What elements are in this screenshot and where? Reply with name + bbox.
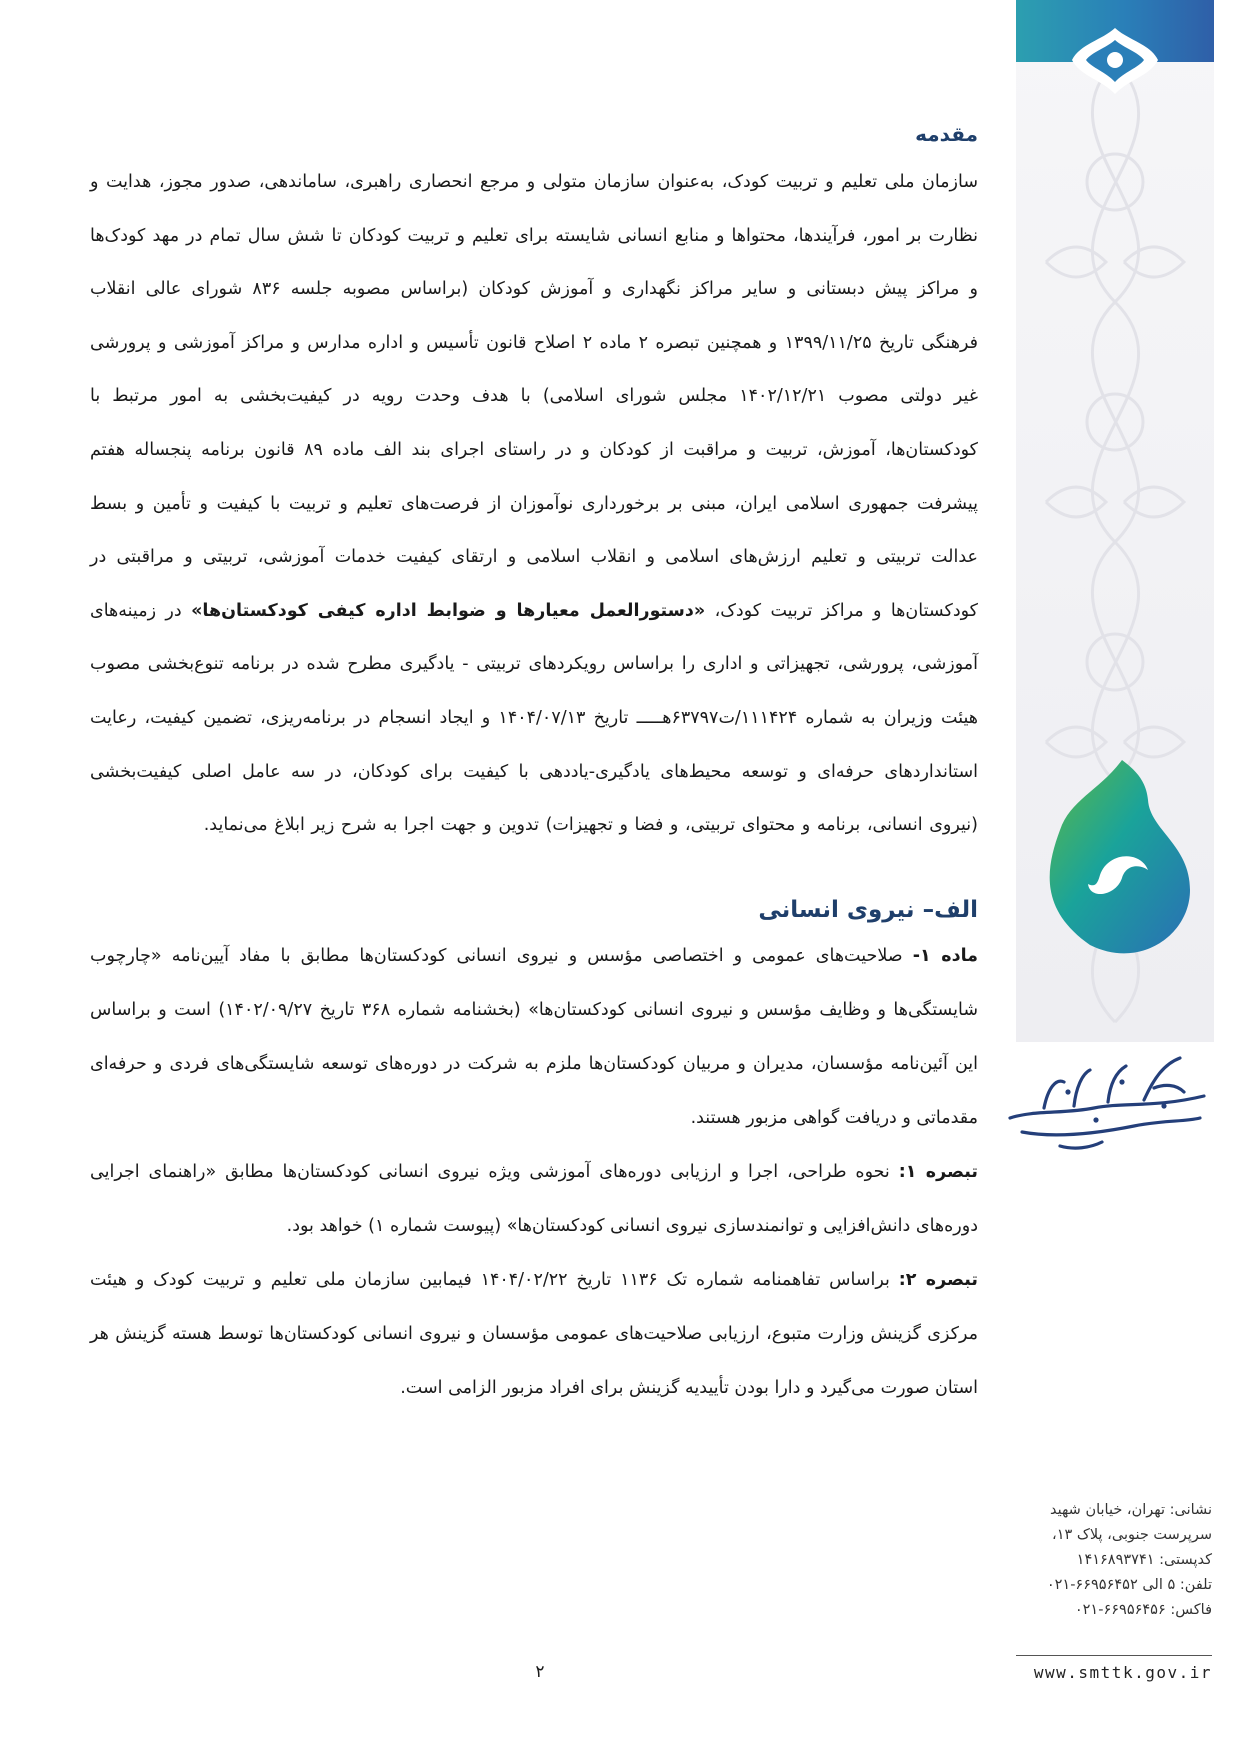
section-a-heading: الف– نیروی انسانی <box>758 896 978 923</box>
note-1-label: تبصره ۱: <box>898 1161 978 1182</box>
note-1 <box>90 1145 978 1253</box>
fax-number: فاکس: ۶۶۹۵۶۴۵۶-۰۲۱ <box>1074 1602 1212 1618</box>
contact-info <box>1010 1498 1212 1623</box>
article-1-label: ماده ۱- <box>912 945 978 966</box>
phone-number: تلفن: ۵ الی ۶۶۹۵۶۴۵۲-۰۲۱ <box>1046 1577 1212 1593</box>
article-1 <box>90 929 978 1145</box>
website-divider <box>1016 1655 1212 1656</box>
address-line-2: سرپرست جنوبی، پلاک ۱۳، <box>1052 1527 1212 1543</box>
postal-code: کدپستی: ۱۴۱۶۸۹۳۷۴۱ <box>1076 1552 1212 1568</box>
note-1-text: نحوه طراحی، اجرا و ارزیابی دوره‌های آموزشی ویژه نیروی انسانی کودکستان‌ها مطابق «راهنمای اجرایی دوره‌های دانش‌افزایی و توانمندسازی نیروی انسانی کودکستان‌ها» (پیوست شماره ۱) خواهد بود. <box>90 1161 978 1236</box>
article-1-text: صلاحیت‌های عمومی و اختصاصی مؤسس و نیروی انسانی کودکستان‌ها مطابق با مفاد آیین‌نامه «چارچوب شایستگی‌ها و وظایف مؤسس و نیروی انسانی کودکستان‌ها» (بخشنامه شماره ۳۶۸ تاریخ ۱۴۰۲/۰۹/۲۷) است و براساس این آئین‌نامه مؤسسان، مدیران و مربیان کودکستان‌ها ملزم به شرکت در دوره‌های توسعه شایستگی‌های فردی و حرفه‌ای مقدماتی و دریافت گواهی مزبور هستند. <box>90 945 978 1128</box>
page-number: ۲ <box>535 1662 545 1682</box>
calligraphy-logo-icon <box>1004 1048 1214 1160</box>
note-2-label: تبصره ۲: <box>898 1269 978 1290</box>
intro-heading: مقدمه <box>915 122 978 146</box>
intro-text-part2: در زمینه‌های آموزشی، پرورشی، تجهیزاتی و اداری را براساس رویکردهای تربیتی - یادگیری مطرح شده در برنامه تنوع‌بخشی مصوب هیئت وزیران به شماره ۱۱۱۴۲۴/ت۶۳۷۹۷هـــــ تاریخ ۱۴۰۴/۰۷/۱۳ و ایجاد انسجام در برنامه‌ریزی، تضمین کیفیت، رعایت استانداردهای حرفه‌ای و توسعه محیط‌های یادگیری-یاددهی با کیفیت برای کودکان، در سه عامل اصلی کیفیت‌بخشی (نیروی انسانی، برنامه و محتوای تربیتی، و فضا و تجهیزات) تدوین و جهت اجرا به شرح زیر ابلاغ می‌نماید. <box>90 600 979 836</box>
intro-bold-phrase: «دستورالعمل معیارها و ضوابط اداره کیفی کودکستان‌ها» <box>191 600 706 621</box>
note-2 <box>90 1253 978 1415</box>
ornamental-emblem-icon <box>1068 26 1162 96</box>
document-body <box>90 118 978 1415</box>
intro-text-part1: سازمان ملی تعلیم و تربیت کودک، به‌عنوان سازمان متولی و مرجع انحصاری راهبری، ساماندهی، صدور مجوز، هدایت و نظارت بر امور، فرآیندها، محتواها و منابع انسانی شایسته برای تعلیم و تربیت کودکان تا شش سال تمام در مهد کودک‌ها و مراکز پیش دبستانی و سایر مراکز نگهداری و آموزش کودکان (براساس مصوبه جلسه ۸۳۶ شورای عالی انقلاب فرهنگی تاریخ ۱۳۹۹/۱۱/۲۵ و همچنین تبصره ۲ ماده ۲ اصلاح قانون تأسیس و اداره مدارس و مراکز آموزشی و پرورشی غیر دولتی مصوب ۱۴۰۲/۱۲/۲۱ مجلس شورای اسلامی) با هدف وحدت رویه در کیفیت‌بخشی به امور مرتبط با کودکستان‌ها، آموزش، تربیت و مراقبت از کودکان و در راستای اجرای بند الف ماده ۸۹ قانون برنامه پنجساله هفتم پیشرفت جمهوری اسلامی ایران، مبنی بر برخورداری نوآموزان از فرصت‌های تعلیم و تربیت با کیفیت و تأمین و بسط عدالت تربیتی و تعلیم ارزش‌های اسلامی و انقلاب اسلامی و ارتقای کیفیت خدمات آموزشی، تربیتی و مراقبتی در کودکستان‌ها و مراکز تربیت کودک، <box>90 172 978 621</box>
water-drop-logo-icon <box>1030 760 1200 960</box>
intro-paragraph <box>90 156 978 853</box>
note-2-text: براساس تفاهمنامه شماره تک ۱۱۳۶ تاریخ ۱۴۰۴/۰۲/۲۲ فیمابین سازمان ملی تعلیم و تربیت کودک و هیئت مرکزی گزینش وزارت متبوع، ارزیابی صلاحیت‌های عمومی مؤسسان و نیروی انسانی کودکستان‌ها توسط هسته گزینش هر استان صورت می‌گیرد و دارا بودن تأییدیه گزینش برای افراد مزبور الزامی است. <box>90 1269 978 1398</box>
website-link[interactable]: www.smttk.gov.ir <box>1033 1663 1212 1682</box>
address-line-1: نشانی: تهران، خیابان شهید <box>1050 1502 1212 1518</box>
